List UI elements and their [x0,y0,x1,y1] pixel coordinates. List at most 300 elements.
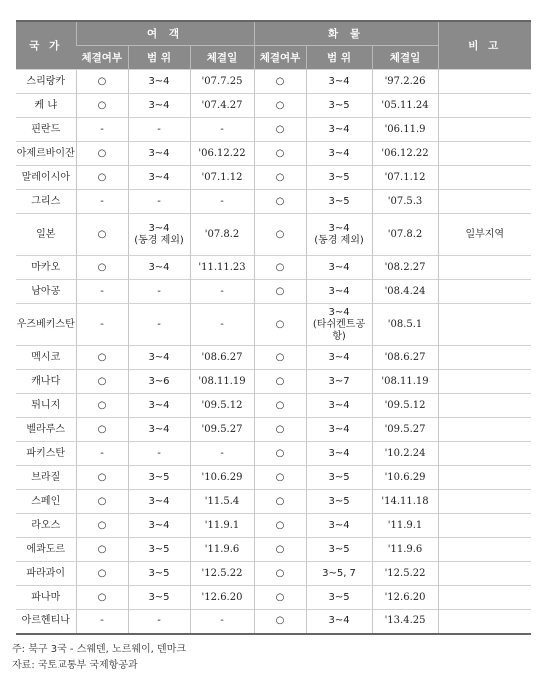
country-cell-text: 말레이시아 [21,171,70,183]
passenger-scope-cell-value: 3~4 [148,222,170,234]
cargo-scope-cell [306,142,372,166]
passenger-scope-cell [128,214,190,256]
country-cell-text: 마카오 [31,261,61,273]
passenger-date-cell-text: '11.9.1 [204,519,240,531]
cargo-concluded-cell [254,586,306,610]
cargo-scope-cell [306,418,372,442]
passenger-concluded-cell-mark: - [100,285,104,297]
cargo-concluded-cell [254,280,306,304]
cargo-scope-cell [306,70,372,94]
header-cargo-date: 체결일 [372,46,438,70]
header-cargo-scope: 범 위 [306,46,372,70]
cargo-concluded-cell [254,304,306,346]
passenger-concluded-cell-mark: ○ [97,471,107,483]
passenger-date-cell [190,304,254,346]
cargo-scope-cell-value: 3~4 [328,399,350,411]
cargo-date-cell [372,370,438,394]
cargo-scope-cell-value: 3~4 [328,75,350,87]
country-cell [16,370,76,394]
table-row [16,190,531,214]
cargo-date-cell-text: '07.1.12 [384,171,426,183]
passenger-date-cell-text: '09.5.27 [201,423,243,435]
cargo-date-cell-text: '07.8.2 [387,228,423,240]
passenger-concluded-cell [76,142,128,166]
cargo-date-cell-text: '09.5.12 [384,399,426,411]
country-cell [16,94,76,118]
cargo-concluded-cell-mark: ○ [275,423,285,435]
cargo-scope-cell [306,346,372,370]
note-cell [438,166,531,190]
passenger-concluded-cell-mark: ○ [97,399,107,411]
cargo-date-cell-text: '08.6.27 [384,351,426,363]
cargo-date-cell [372,70,438,94]
passenger-concluded-cell [76,346,128,370]
table-row [16,214,531,256]
country-cell [16,610,76,634]
note-cell [438,118,531,142]
passenger-concluded-cell [76,166,128,190]
cargo-date-cell [372,94,438,118]
passenger-scope-cell-value: - [157,318,161,330]
country-cell-text: 남아공 [31,285,61,297]
table-row [16,466,531,490]
cargo-scope-cell-value: 3~4 [328,519,350,531]
cargo-concluded-cell [254,214,306,256]
country-cell [16,214,76,256]
cargo-date-cell [372,214,438,256]
passenger-scope-cell-value: 3~4 [148,75,170,87]
cargo-scope-cell-value: 3~4 [328,261,350,273]
passenger-date-cell-text: '11.9.6 [204,543,240,555]
note-cell [438,562,531,586]
note-cell [438,442,531,466]
cargo-concluded-cell-mark: ○ [275,318,285,330]
note-cell [438,346,531,370]
cargo-concluded-cell [254,466,306,490]
passenger-scope-cell-value: 3~4 [148,261,170,273]
header-country: 국 가 [16,21,76,70]
passenger-scope-cell [128,586,190,610]
passenger-scope-cell-value: 3~4 [148,519,170,531]
cargo-scope-cell-value: 3~4 [328,615,350,627]
note-cell [438,304,531,346]
passenger-concluded-cell-mark: - [100,123,104,135]
passenger-concluded-cell-mark: ○ [97,591,107,603]
cargo-date-cell-text: '13.4.25 [384,615,426,627]
header-passenger-date: 체결일 [190,46,254,70]
cargo-date-cell-text: '14.11.18 [381,495,429,507]
country-cell [16,586,76,610]
cargo-scope-cell [306,280,372,304]
country-cell [16,442,76,466]
cargo-scope-cell-value: 3~4 [328,285,350,297]
passenger-concluded-cell-mark: ○ [97,147,107,159]
country-cell-text: 라오스 [31,519,61,531]
passenger-concluded-cell-mark: ○ [97,228,107,240]
country-cell [16,418,76,442]
cargo-scope-cell [306,466,372,490]
passenger-date-cell [190,190,254,214]
passenger-date-cell-text: '08.11.19 [198,375,246,387]
country-cell [16,166,76,190]
cargo-concluded-cell [254,418,306,442]
table-row [16,94,531,118]
cargo-scope-cell-detail: (타쉬켄트공항) [312,318,366,342]
passenger-scope-cell [128,346,190,370]
cargo-concluded-cell-mark: ○ [275,471,285,483]
note-cell [438,256,531,280]
table-row [16,562,531,586]
cargo-date-cell-text: '12.5.22 [384,567,426,579]
cargo-scope-cell-value: 3~4 [328,147,350,159]
cargo-concluded-cell-mark: ○ [275,228,285,240]
country-cell-text: 일본 [36,228,56,240]
cargo-concluded-cell [254,190,306,214]
passenger-concluded-cell [76,562,128,586]
cargo-scope-cell [306,610,372,634]
passenger-date-cell [190,118,254,142]
country-cell-text: 스페인 [31,495,61,507]
cargo-date-cell [372,418,438,442]
passenger-scope-cell [128,610,190,634]
passenger-scope-cell [128,70,190,94]
passenger-scope-cell-value: 3~4 [148,171,170,183]
table-row [16,586,531,610]
country-cell-text: 스리랑카 [26,75,66,87]
passenger-scope-cell [128,370,190,394]
cargo-date-cell-text: '11.9.6 [387,543,423,555]
cargo-scope-cell [306,370,372,394]
passenger-concluded-cell [76,190,128,214]
cargo-concluded-cell-mark: ○ [275,123,285,135]
cargo-scope-cell-value: 3~5 [328,591,350,603]
passenger-date-cell-text: '07.1.12 [201,171,243,183]
passenger-concluded-cell [76,394,128,418]
table-row [16,118,531,142]
footer-source: 자료: 국토교통부 국제항공과 [12,660,138,671]
country-cell [16,70,76,94]
passenger-scope-cell-value: - [157,615,161,627]
passenger-date-cell-text: '07.7.25 [201,75,243,87]
note-cell [438,490,531,514]
country-cell-text: 아제르바이잔 [16,147,75,159]
country-cell [16,394,76,418]
cargo-date-cell [372,466,438,490]
country-cell [16,562,76,586]
passenger-concluded-cell [76,256,128,280]
table-row [16,256,531,280]
passenger-date-cell [190,142,254,166]
cargo-scope-cell-value: 3~5 [328,99,350,111]
cargo-scope-cell-value: 3~4 [328,423,350,435]
table-row [16,442,531,466]
cargo-date-cell [372,118,438,142]
cargo-scope-cell [306,514,372,538]
passenger-concluded-cell [76,370,128,394]
cargo-scope-cell-value: 3~4 [328,123,350,135]
table-row [16,166,531,190]
passenger-date-cell [190,280,254,304]
passenger-scope-cell-value: 3~5 [148,471,170,483]
table-row [16,346,531,370]
cargo-date-cell [372,442,438,466]
passenger-concluded-cell-mark: ○ [97,519,107,531]
cargo-concluded-cell [254,370,306,394]
passenger-scope-cell [128,514,190,538]
cargo-date-cell-text: '06.11.9 [384,123,426,135]
country-cell [16,346,76,370]
passenger-concluded-cell [76,280,128,304]
cargo-scope-cell [306,394,372,418]
cargo-concluded-cell-mark: ○ [275,543,285,555]
passenger-concluded-cell [76,418,128,442]
passenger-scope-cell-value: 3~4 [148,147,170,159]
cargo-concluded-cell-mark: ○ [275,615,285,627]
country-cell-text: 파키스탄 [26,447,66,459]
country-cell-text: 파라과이 [26,567,66,579]
country-cell [16,304,76,346]
country-cell [16,490,76,514]
cargo-scope-cell-value: 3~4 [328,447,350,459]
cargo-scope-cell-value: 3~4 [328,351,350,363]
country-cell-text: 아르헨티나 [21,615,70,627]
cargo-concluded-cell-mark: ○ [275,75,285,87]
cargo-scope-cell-value: 3~5 [328,171,350,183]
country-cell-text: 튀니지 [31,399,61,411]
cargo-date-cell-text: '08.2.27 [384,261,426,273]
passenger-date-cell-text: '12.5.22 [201,567,243,579]
cargo-scope-cell [306,538,372,562]
passenger-concluded-cell-mark: ○ [97,543,107,555]
cargo-scope-cell [306,94,372,118]
cargo-concluded-cell [254,70,306,94]
passenger-scope-cell [128,94,190,118]
cargo-scope-cell-detail: (동경 제외) [314,234,364,246]
passenger-scope-cell [128,538,190,562]
header-passenger-concluded: 체결여부 [76,46,128,70]
passenger-concluded-cell-mark: - [100,447,104,459]
passenger-scope-cell-value: 3~5 [148,591,170,603]
passenger-date-cell-text: - [220,615,224,627]
country-cell-text: 그리스 [31,195,61,207]
passenger-scope-cell [128,142,190,166]
table-row [16,514,531,538]
passenger-concluded-cell [76,586,128,610]
passenger-concluded-cell [76,514,128,538]
cargo-concluded-cell [254,94,306,118]
passenger-scope-cell [128,304,190,346]
passenger-date-cell [190,418,254,442]
country-cell-text: 핀란드 [31,123,61,135]
cargo-concluded-cell-mark: ○ [275,171,285,183]
cargo-scope-cell [306,562,372,586]
cargo-concluded-cell-mark: ○ [275,375,285,387]
passenger-date-cell-text: - [220,285,224,297]
country-cell [16,514,76,538]
cargo-concluded-cell [254,256,306,280]
passenger-scope-cell [128,418,190,442]
passenger-date-cell [190,490,254,514]
cargo-date-cell [372,304,438,346]
cargo-scope-cell [306,490,372,514]
table-body [16,70,531,634]
table-row [16,280,531,304]
passenger-scope-cell-value: 3~4 [148,495,170,507]
cargo-scope-cell-value: 3~4 [328,222,350,234]
passenger-date-cell [190,538,254,562]
cargo-scope-cell-value: 3~5 [328,471,350,483]
cargo-concluded-cell-mark: ○ [275,99,285,111]
passenger-scope-cell-value: 3~4 [148,423,170,435]
passenger-concluded-cell [76,466,128,490]
passenger-scope-cell [128,118,190,142]
cargo-concluded-cell [254,394,306,418]
passenger-date-cell [190,214,254,256]
cargo-date-cell [372,256,438,280]
note-cell-text: 일부지역 [465,228,505,240]
cargo-concluded-cell [254,514,306,538]
cargo-date-cell-text: '08.11.19 [381,375,429,387]
cargo-concluded-cell-mark: ○ [275,567,285,579]
note-cell [438,586,531,610]
header-cargo: 화 물 [254,21,438,46]
cargo-scope-cell [306,256,372,280]
passenger-scope-cell [128,466,190,490]
note-cell [438,94,531,118]
note-cell [438,214,531,256]
passenger-concluded-cell [76,538,128,562]
note-cell [438,418,531,442]
cargo-scope-cell-value: 3~5, 7 [322,567,356,579]
cargo-scope-cell [306,118,372,142]
passenger-date-cell-text: '09.5.12 [201,399,243,411]
table-row [16,490,531,514]
country-cell [16,142,76,166]
passenger-date-cell-text: '06.12.22 [198,147,246,159]
passenger-date-cell [190,610,254,634]
cargo-date-cell-text: '97.2.26 [384,75,426,87]
table-row [16,394,531,418]
passenger-concluded-cell-mark: - [100,318,104,330]
passenger-scope-cell-value: 3~4 [148,99,170,111]
passenger-concluded-cell [76,610,128,634]
passenger-concluded-cell-mark: ○ [97,99,107,111]
passenger-date-cell [190,466,254,490]
passenger-date-cell-text: '11.11.23 [198,261,246,273]
passenger-concluded-cell-mark: - [100,615,104,627]
table-row [16,304,531,346]
cargo-concluded-cell [254,346,306,370]
passenger-scope-cell-value: 3~6 [148,375,170,387]
passenger-scope-cell [128,562,190,586]
cargo-concluded-cell [254,490,306,514]
note-cell [438,466,531,490]
cargo-scope-cell [306,214,372,256]
cargo-concluded-cell [254,118,306,142]
passenger-date-cell-text: - [220,318,224,330]
passenger-scope-cell-value: 3~5 [148,567,170,579]
note-cell [438,610,531,634]
cargo-scope-cell [306,442,372,466]
passenger-date-cell-text: '07.4.27 [201,99,243,111]
passenger-concluded-cell [76,94,128,118]
cargo-concluded-cell [254,142,306,166]
cargo-date-cell [372,166,438,190]
cargo-date-cell-text: '06.12.22 [381,147,429,159]
cargo-scope-cell [306,190,372,214]
passenger-concluded-cell-mark: - [100,195,104,207]
passenger-scope-cell [128,166,190,190]
passenger-concluded-cell [76,214,128,256]
passenger-date-cell-text: '08.6.27 [201,351,243,363]
table-row [16,70,531,94]
passenger-date-cell [190,562,254,586]
header-passenger-scope: 범 위 [128,46,190,70]
cargo-scope-cell-value: 3~7 [328,375,350,387]
passenger-concluded-cell-mark: ○ [97,423,107,435]
passenger-concluded-cell [76,442,128,466]
cargo-date-cell-text: '11.9.1 [387,519,423,531]
cargo-date-cell-text: '10.2.24 [384,447,426,459]
passenger-concluded-cell [76,118,128,142]
cargo-date-cell [372,610,438,634]
passenger-scope-cell [128,190,190,214]
passenger-date-cell [190,166,254,190]
country-cell-text: 캐나다 [31,375,61,387]
note-cell [438,142,531,166]
cargo-concluded-cell-mark: ○ [275,591,285,603]
country-cell-text: 브라질 [31,471,61,483]
country-cell [16,256,76,280]
passenger-scope-cell [128,394,190,418]
passenger-scope-cell [128,490,190,514]
cargo-date-cell [372,142,438,166]
note-cell [438,514,531,538]
country-cell [16,190,76,214]
cargo-concluded-cell [254,538,306,562]
passenger-date-cell [190,94,254,118]
cargo-concluded-cell-mark: ○ [275,399,285,411]
country-cell [16,118,76,142]
cargo-date-cell [372,280,438,304]
passenger-concluded-cell-mark: ○ [97,495,107,507]
cargo-concluded-cell-mark: ○ [275,447,285,459]
country-cell-text: 에콰도르 [26,543,66,555]
passenger-scope-cell [128,442,190,466]
passenger-concluded-cell-mark: ○ [97,351,107,363]
cargo-concluded-cell-mark: ○ [275,351,285,363]
cargo-scope-cell [306,166,372,190]
note-cell [438,394,531,418]
cargo-date-cell [372,490,438,514]
cargo-concluded-cell [254,166,306,190]
passenger-concluded-cell-mark: ○ [97,567,107,579]
passenger-date-cell-text: '12.6.20 [201,591,243,603]
note-cell [438,70,531,94]
passenger-date-cell [190,442,254,466]
passenger-scope-cell-detail: (동경 제외) [134,234,184,246]
passenger-date-cell-text: - [220,195,224,207]
passenger-date-cell [190,256,254,280]
cargo-scope-cell [306,304,372,346]
cargo-scope-cell-value: 3~5 [328,195,350,207]
passenger-date-cell-text: - [220,447,224,459]
table-row [16,538,531,562]
cargo-date-cell [372,190,438,214]
footer-note: 주: 북구 3국 - 스웨덴, 노르웨이, 덴마크 [12,644,187,655]
passenger-scope-cell-value: - [157,123,161,135]
passenger-scope-cell-value: 3~4 [148,399,170,411]
